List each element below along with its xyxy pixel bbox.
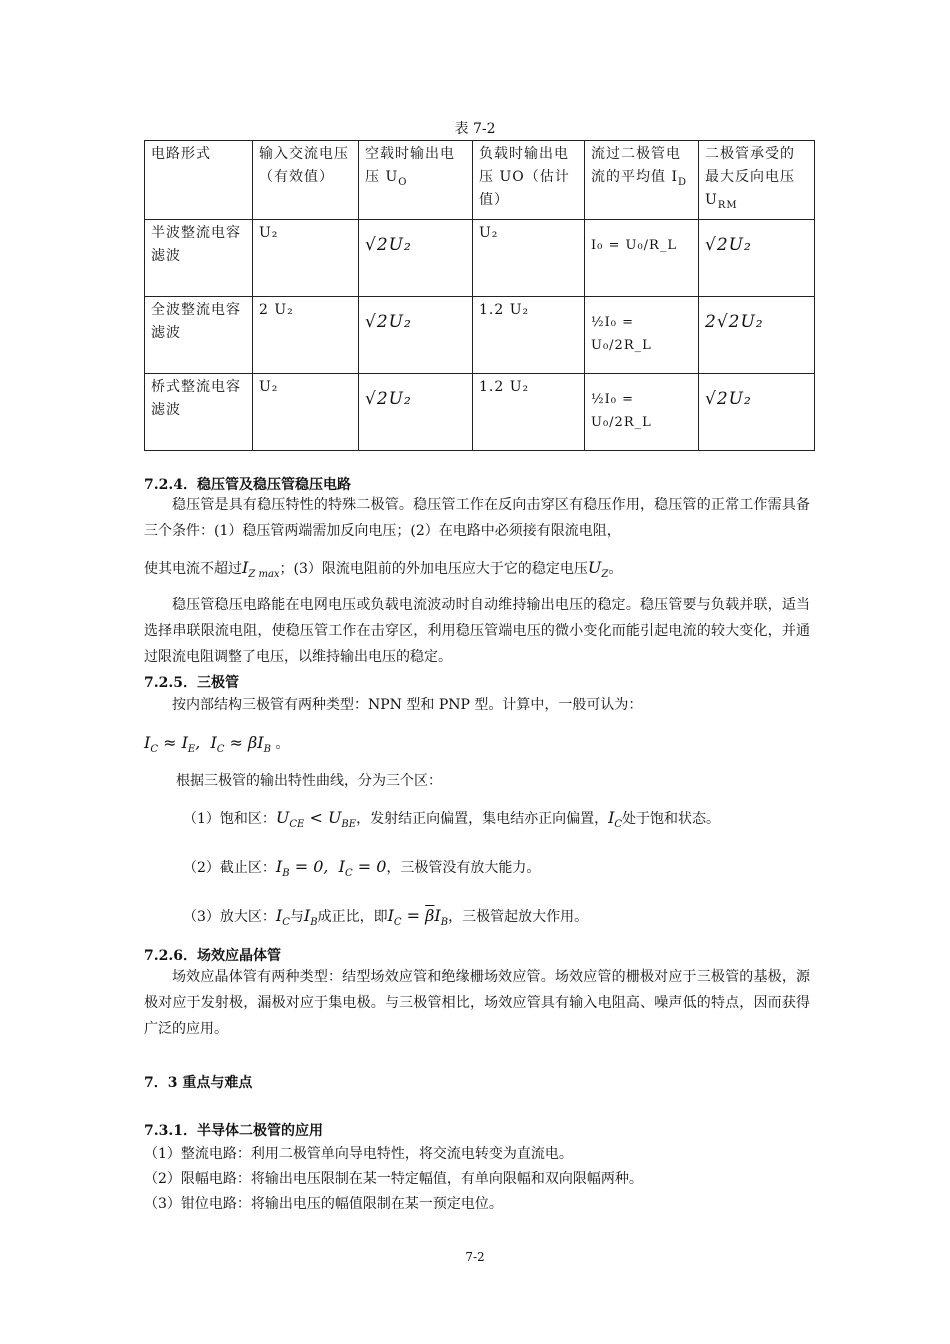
paragraph-line: 使其电流不超过$I_{Z max}$；(3）限流电阻前的外加电压应大于它的稳定电压$U_Z$。 — [144, 558, 623, 581]
formula: √2U₂ — [365, 311, 412, 332]
formula: √2U₂ — [365, 388, 412, 409]
list-item: （2）限幅电路：将输出电压限制在某一特定幅值，有单向限幅和双向限幅两种。 — [144, 1171, 643, 1187]
formula: √2U₂ — [365, 234, 412, 255]
table-cell: 1.2 U₂ — [473, 373, 585, 450]
table-cell: 半波整流电容滤波 — [145, 219, 253, 296]
paragraph: 稳压管是具有稳压特性的特殊二极管。稳压管工作在反向击穿区有稳压作用，稳压管的正常工作需具备三个条件：(1）稳压管两端需加反向电压；(2）在电路中必须接有限流电阻， — [144, 497, 810, 539]
paragraph: 场效应晶体管有两种类型：结型场效应管和绝缘栅场效应管。场效应管的栅极对应于三极管的基极，源极对应于发射极，漏极对应于集电极。与三极管相比，场效应管具有输入电阻高、噪声低的特点，因而获得广泛的应用。 — [144, 969, 810, 1037]
list-item: （1）整流电路：利用二极管单向导电特性，将交流电转变为直流电。 — [144, 1146, 573, 1162]
table-cell — [585, 296, 699, 373]
table-header-row — [145, 141, 815, 220]
table-row — [145, 296, 815, 373]
section-heading-7-2-5: 7.2.5．三极管 — [144, 675, 239, 691]
page-number: 7-2 — [465, 1250, 485, 1264]
table-cell: 桥式整流电容滤波 — [145, 373, 253, 450]
table-caption: 表 7-2 — [454, 121, 496, 137]
section-heading-7-3: 7．3 重点与难点 — [144, 1075, 253, 1091]
header-cell: 电路形式 — [145, 141, 253, 220]
table-cell — [699, 373, 815, 450]
header-cell: 二极管承受的最大反向电压 $U_{RM}$ — [699, 141, 815, 220]
table-cell: U₂ — [473, 219, 585, 296]
section-heading-7-2-6: 7.2.6．场效应晶体管 — [144, 948, 281, 964]
paragraph: 按内部结构三极管有两种类型：NPN 型和 PNP 型。计算中，一般可认为： — [172, 697, 643, 713]
table-cell — [585, 219, 699, 296]
table-cell — [699, 296, 815, 373]
list-item: （2）截止区：$I_B = 0$, $I_C = 0$，三极管没有放大能力。 — [183, 857, 541, 880]
table-cell: 全波整流电容滤波 — [145, 296, 253, 373]
header-cell: 输入交流电压（有效值） — [253, 141, 359, 220]
table-row — [145, 219, 815, 296]
paragraph: 稳压管稳压电路能在电网电压或负载电流波动时自动维持输出电压的稳定。稳压管要与负载并联，适当选择串联限流电阻，使稳压管工作在击穿区，利用稳压管端电压的微小变化而能引起电流的较大变化，并通过限流电阻调整了电压，以维持输出电压的稳定。 — [144, 597, 810, 665]
formula: √2U₂ — [705, 388, 752, 409]
table-cell: U₂ — [253, 373, 359, 450]
formula: √2U₂ — [705, 234, 752, 255]
formula: 2√2U₂ — [705, 311, 764, 332]
table-cell — [359, 373, 473, 450]
table-cell: 2 U₂ — [253, 296, 359, 373]
table-cell — [699, 219, 815, 296]
list-item: （1）饱和区：$U_{CE} < U_{BE}$，发射结正向偏置，集电结亦正向偏置，$I_C$处于饱和状态。 — [183, 808, 721, 831]
formula: ½I₀ = U₀/2R_L — [591, 391, 652, 430]
table-cell — [585, 373, 699, 450]
rectifier-table — [144, 140, 815, 451]
paragraph-line: 根据三极管的输出特性曲线，分为三个区： — [176, 773, 442, 789]
list-item: （3）钳位电路：将输出电压的幅值限制在某一预定电位。 — [144, 1196, 503, 1212]
formula-line: $I_C \approx I_E$, $I_C \approx \beta I_B$ 。 — [144, 733, 290, 756]
formula: ½I₀ = U₀/2R_L — [591, 314, 652, 353]
header-cell: 负载时输出电压 UO（估计值） — [473, 141, 585, 220]
table-cell — [359, 219, 473, 296]
section-heading-7-2-4: 7.2.4．稳压管及稳压管稳压电路 — [144, 477, 351, 493]
section-heading-7-3-1: 7.3.1．半导体二极管的应用 — [144, 1123, 323, 1139]
table-cell — [359, 296, 473, 373]
table-row — [145, 373, 815, 450]
header-cell: 空载时输出电压 $U_O$ — [359, 141, 473, 220]
formula: I₀ = U₀/R_L — [591, 237, 677, 253]
table-cell: 1.2 U₂ — [473, 296, 585, 373]
list-item: （3）放大区：$I_C$与$I_B$成正比，即$I_C = \overline{\beta}I_B$，三极管起放大作用。 — [183, 906, 589, 929]
table-cell: U₂ — [253, 219, 359, 296]
header-cell: 流过二极管电流的平均值 $I_D$ — [585, 141, 699, 220]
